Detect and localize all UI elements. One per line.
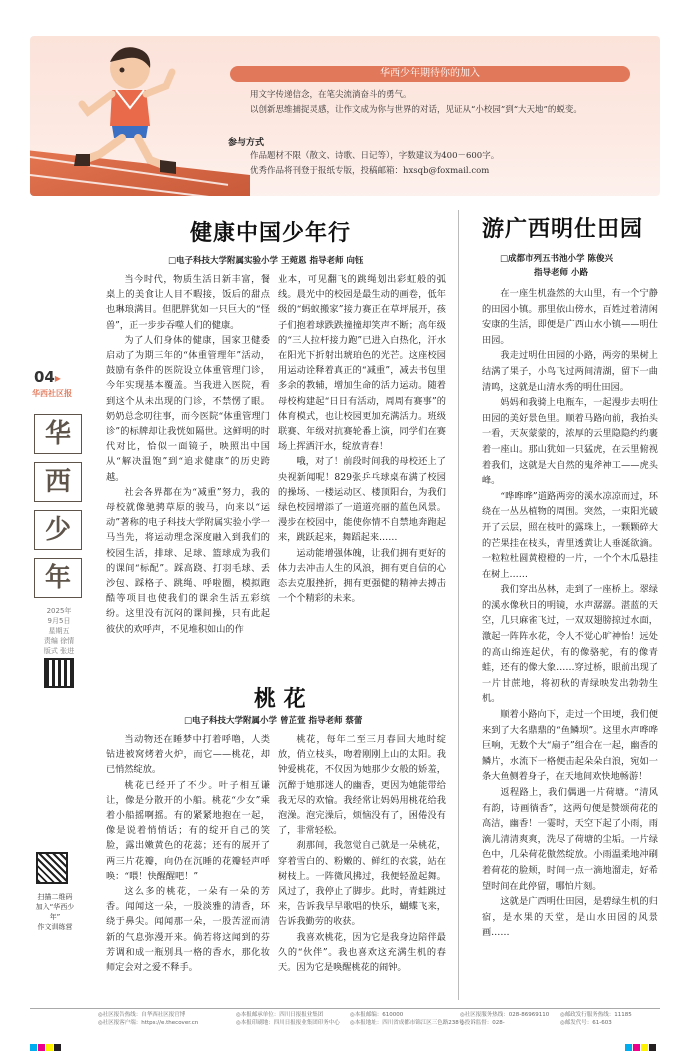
footer-item: ◎社区报客户端：https://e.thecover.cn [98,1020,199,1026]
article-title-peach-blossom: 桃 花 [254,687,306,712]
banner [30,36,660,196]
footer [30,1008,660,1028]
article-byline: □成都市列五书池小学 陈俊兴 [500,254,613,264]
column-char-4: 年 [34,558,82,598]
banner-line-4: 优秀作品将刊登于报纸专版，投稿邮箱：hxsqb@foxmail.com [250,166,490,176]
footer-item: ◎本报印刷地：四川日报报业集团印务中心 [236,1020,340,1026]
issue-date-meta: 2025年 9月5日 星期五 责编 徐情 版式 张进 [43,607,75,655]
footer-item: ◎投诉监督：028- [460,1020,505,1026]
banner-subtitle: 参与方式 [228,138,265,148]
article-title-healthy-china: 健康中国少年行 [190,221,352,246]
side-column [30,368,88,704]
column-divider [458,210,459,1000]
column-char-2: 西 [34,462,82,502]
article-column: 在一座生机盎然的大山里，有一个宁静的田园小镇。那里依山傍水，百姓过着清闲安康的生活，即便是广西山水小镇——明仕田园。 我走过明仕田园的小路，两旁的果树上结满了果子，小鸟飞过两间清湖，留下一曲清鸣，这就是山清水秀的明仕田园。 妈妈和我骑上电瓶车，一起漫步去明仕田园的美好景色里。顺着马路向前，我抬头一看，天灰蒙蒙的，浓厚的云里隐隐约约裹着一座山。那山犹如一只猛虎，在云里俯视着我们，这就是大自然的鬼斧神工——虎头峰。 “哗哗哗”道路两旁的溪水凉凉而过，环绕在一丛丛植物的周围。突然，一束阳光破开了云层，照在枝叶的露珠上，一颗颗碎大的芒果挂在枝头，青里透黄让人垂涎欲滴。一粒粒杜圆黄橙橙的一片，一个个木瓜悬挂在树上…… 我们穿出丛林，走到了一座桥上。翠绿的溪水像秋日的明镜，水声潺潺。湛蓝的天空，几只麻雀飞过，一双双翅膀掠过水面，激起一阵阵水花，令人不觉心旷神怡！远处的高山绵连起伏，有的像骆驼，有的像青蛙，还有的像大象……穿过桥，眼前出现了一片甘蔗地，将初秋的青绿映发出勃勃生机。 顺着小路向下，走过一个田埂，我们便来到了大名鼎鼎的“鱼鳞坝”。这里水声哗哗巨响，无数个大“扇子”组合在一起，幽香的鳞片，水流下一格便击起朵朵白浪，宛如一条大鱼侧着身子，在天地间欢快地畅游！ 返程路上，我们偶遇一片荷塘。“清风有韵，诗画徜香”，这两句便是赞颂荷花的高洁，幽香！一霎时，天空下起了小雨，雨滴儿清清爽爽，洗尽了荷塘的尘垢。一片绿色中，几朵荷花傲然绽放。小雨温柔地冲刷着荷花的脸颊，时间一点一滴地溜走，好希望时间在此停留，哪怕片刻。 这就是广西明仕田园，是碧绿生机的归宿，是水果的天堂，是山水田园的风景画…… [482,288,658,939]
article-column: 当今时代，物质生活日新丰富，餐桌上的美食让人目不暇接，饭后的甜点也琳琅满目。但肥胖犹如一只巨大的“怪兽”，正一步步吞噬人们的健康。 为了人们身体的健康，国家卫健委启动了为期三年的“体重管理年”活动，鼓励有条件的医院设立体重管理门诊，今年实现基本覆盖。当我进入医院，看到这个从未出现的门诊，不禁愣了眼。奶奶总念叨往事，而今医院“体重管理门诊”的标牌却让我恍如隔世。这鲜明的时代对比，恰似一面镜子，映照出中国从“解决温饱”到“追求健康”的历史跨越。 社会各界都在为“减重”努力，我的母校就像驰骋草原的骏马，向来以“运动”著称的电子科技大学附属实验小学一马当先，将运动理念深度融入到我们的校园生活，排球、足球、篮球成为我们的课间“标配”。踩高跷、打羽毛球、丢沙包、踩格子、跳绳、呼啦圈，模拟跑酷等项目也使我们的课余生活五彩缤纷。这里没有沉闷的课间操，只有此起彼伏的欢呼声，不见堆积如山的作 [106,274,270,635]
footer-item: ◎邮政发行服务热线：11185 [560,1012,632,1018]
article-column: 桃花，每年二至三月春回大地时绽放，俏立枝头，吻着刚刚上山的太阳。我钟爱桃花，不仅因为她那少女般的娇羞，沉醉于她那迷人的幽香，更因为她能带给我无尽的欢愉。我经常让妈妈用桃花给我泡澡。泡完澡后，烦恼没有了，困倦没有了，非常轻松。 刹那间，我忽觉自己就是一朵桃花，穿着雪白的、粉嫩的、鲜红的衣裳，站在树枝上。一阵微风拂过，我便轻盈起舞。风过了，我停止了脚步。此时，青蛙跳过来，告诉我早早歌唱的快乐，蝴蝶飞来，告诉我勤劳的收获。 我喜欢桃花，因为它是我身边陪伴最久的“伙伴”。我也喜欢这充满生机的春天。因为它是唤醒桃花的闹钟。 [278,734,446,974]
qr-code-training-camp[interactable] [36,852,68,884]
article-byline-teacher: 指导老师 小路 [534,268,588,278]
article-title-mingshi-garden: 游广西明仕田园 [482,217,644,242]
banner-line-1: 用文字传递信念，在笔尖流淌奋斗的勇气。 [250,90,412,100]
banner-title: 华西少年期待你的加入 [230,66,630,82]
footer-item: ◎本报地址：四川省成都市锦江区三色路238号 [350,1020,465,1026]
color-registration-marks [625,1036,657,1043]
arrow-icon: ▸ [54,371,61,385]
article-byline: □电子科技大学附属小学 曾芷萱 指导老师 蔡蕾 [184,716,363,726]
footer-item: ◎本报邮承单位：四川日报报业集团 [236,1012,324,1018]
footer-item: ◎社区报服务热线：028-86969110 [460,1012,550,1018]
page-number: 04▸ [34,368,61,386]
section-name: 华西社区报 [32,389,72,398]
article-byline: □电子科技大学附属实验小学 王菀恩 指导老师 向钰 [168,256,364,266]
column-char-1: 华 [34,414,82,454]
qr-code[interactable] [44,658,74,688]
footer-item: ◎社区报告热线：自华西社区报官博 [98,1012,186,1018]
color-registration-marks [30,1036,62,1043]
qr-caption: 扫描二维码 加入“华西少年” 作文训练营 [35,893,75,931]
footer-item: ◎本报邮编：610000 [350,1012,404,1018]
article-column: 业本，可见翻飞的跳绳划出彩虹般的弧线。晨光中的校园是最生动的画卷，低年级的“蚂蚁搬家”接力赛正在草坪展开，孩子们抱着球跌跌撞撞却笑声不断；高年级的“三人拉杆接力跑”已进入白热化，汗水在阳光下折射出琥珀色的光芒。这座校园用运动诠释着真正的“减重”，减去书包里多余的教辅，增加生命的活力运动。随着母校构建起“日日有活动，周周有赛事”的体育模式，也让校园更加充满活力。班级联赛、年级对抗赛轮番上演，同学们在赛场上挥洒汗水，绽放青春！ 哦，对了！前段时间我的母校还上了央视新闻呢！829张乒乓球桌布满了校园的操场、一楼运动区、楼顶阳台，为我们绿色校园增添了一道道亮丽的蓝色风景。漫步在校园中，能使你情不自禁地奔跑起来，跳跃起来，舞蹈起来…… 运动能增强体魄，让我们拥有更好的体力去冲击人生的风浪，拥有更自信的心态去克服挫折，拥有更强健的精神去搏击一个个精彩的未来。 [278,274,446,605]
column-char-3: 少 [34,510,82,550]
banner-line-3: 作品题材不限（散文、诗歌、日记等），字数建议为400－600字。 [250,151,500,161]
banner-line-2: 以创新思维捕捉灵感，让作文成为你与世界的对话，见证从“小校园”到“大天地”的蜕变。 [250,105,582,115]
footer-item: ◎邮发代号：61-603 [560,1020,612,1026]
article-column: 当动物还在睡梦中打着呼噜，人类钻进被窝烤着火炉，而它——桃花，却已悄然绽放。 桃花已经开了不少。叶子相互谦让，像是分散开的小船。桃花“少女”乘着小船摇啊摇。有的紧紧地抱在一起，像是说着悄悄话；有的绽开自己的笑脸，露出嫩黄色的花蕊；还有的展开了两三片花瓣，向仍在沉睡的花瓣轻声呼唤：“喂！快醒醒吧！” 这么多的桃花，一朵有一朵的芳香。闻闻这一朵，一股淡雅的清香，环绕于鼻尖。闻闻那一朵，一股苦涩而清新的气息弥漫开来。倘若将这闻到的芬芳调和成一瓶别具一格的香水，那化妆师定会对之爱不释手。 [106,734,270,974]
runner-boy-illustration [70,42,180,182]
